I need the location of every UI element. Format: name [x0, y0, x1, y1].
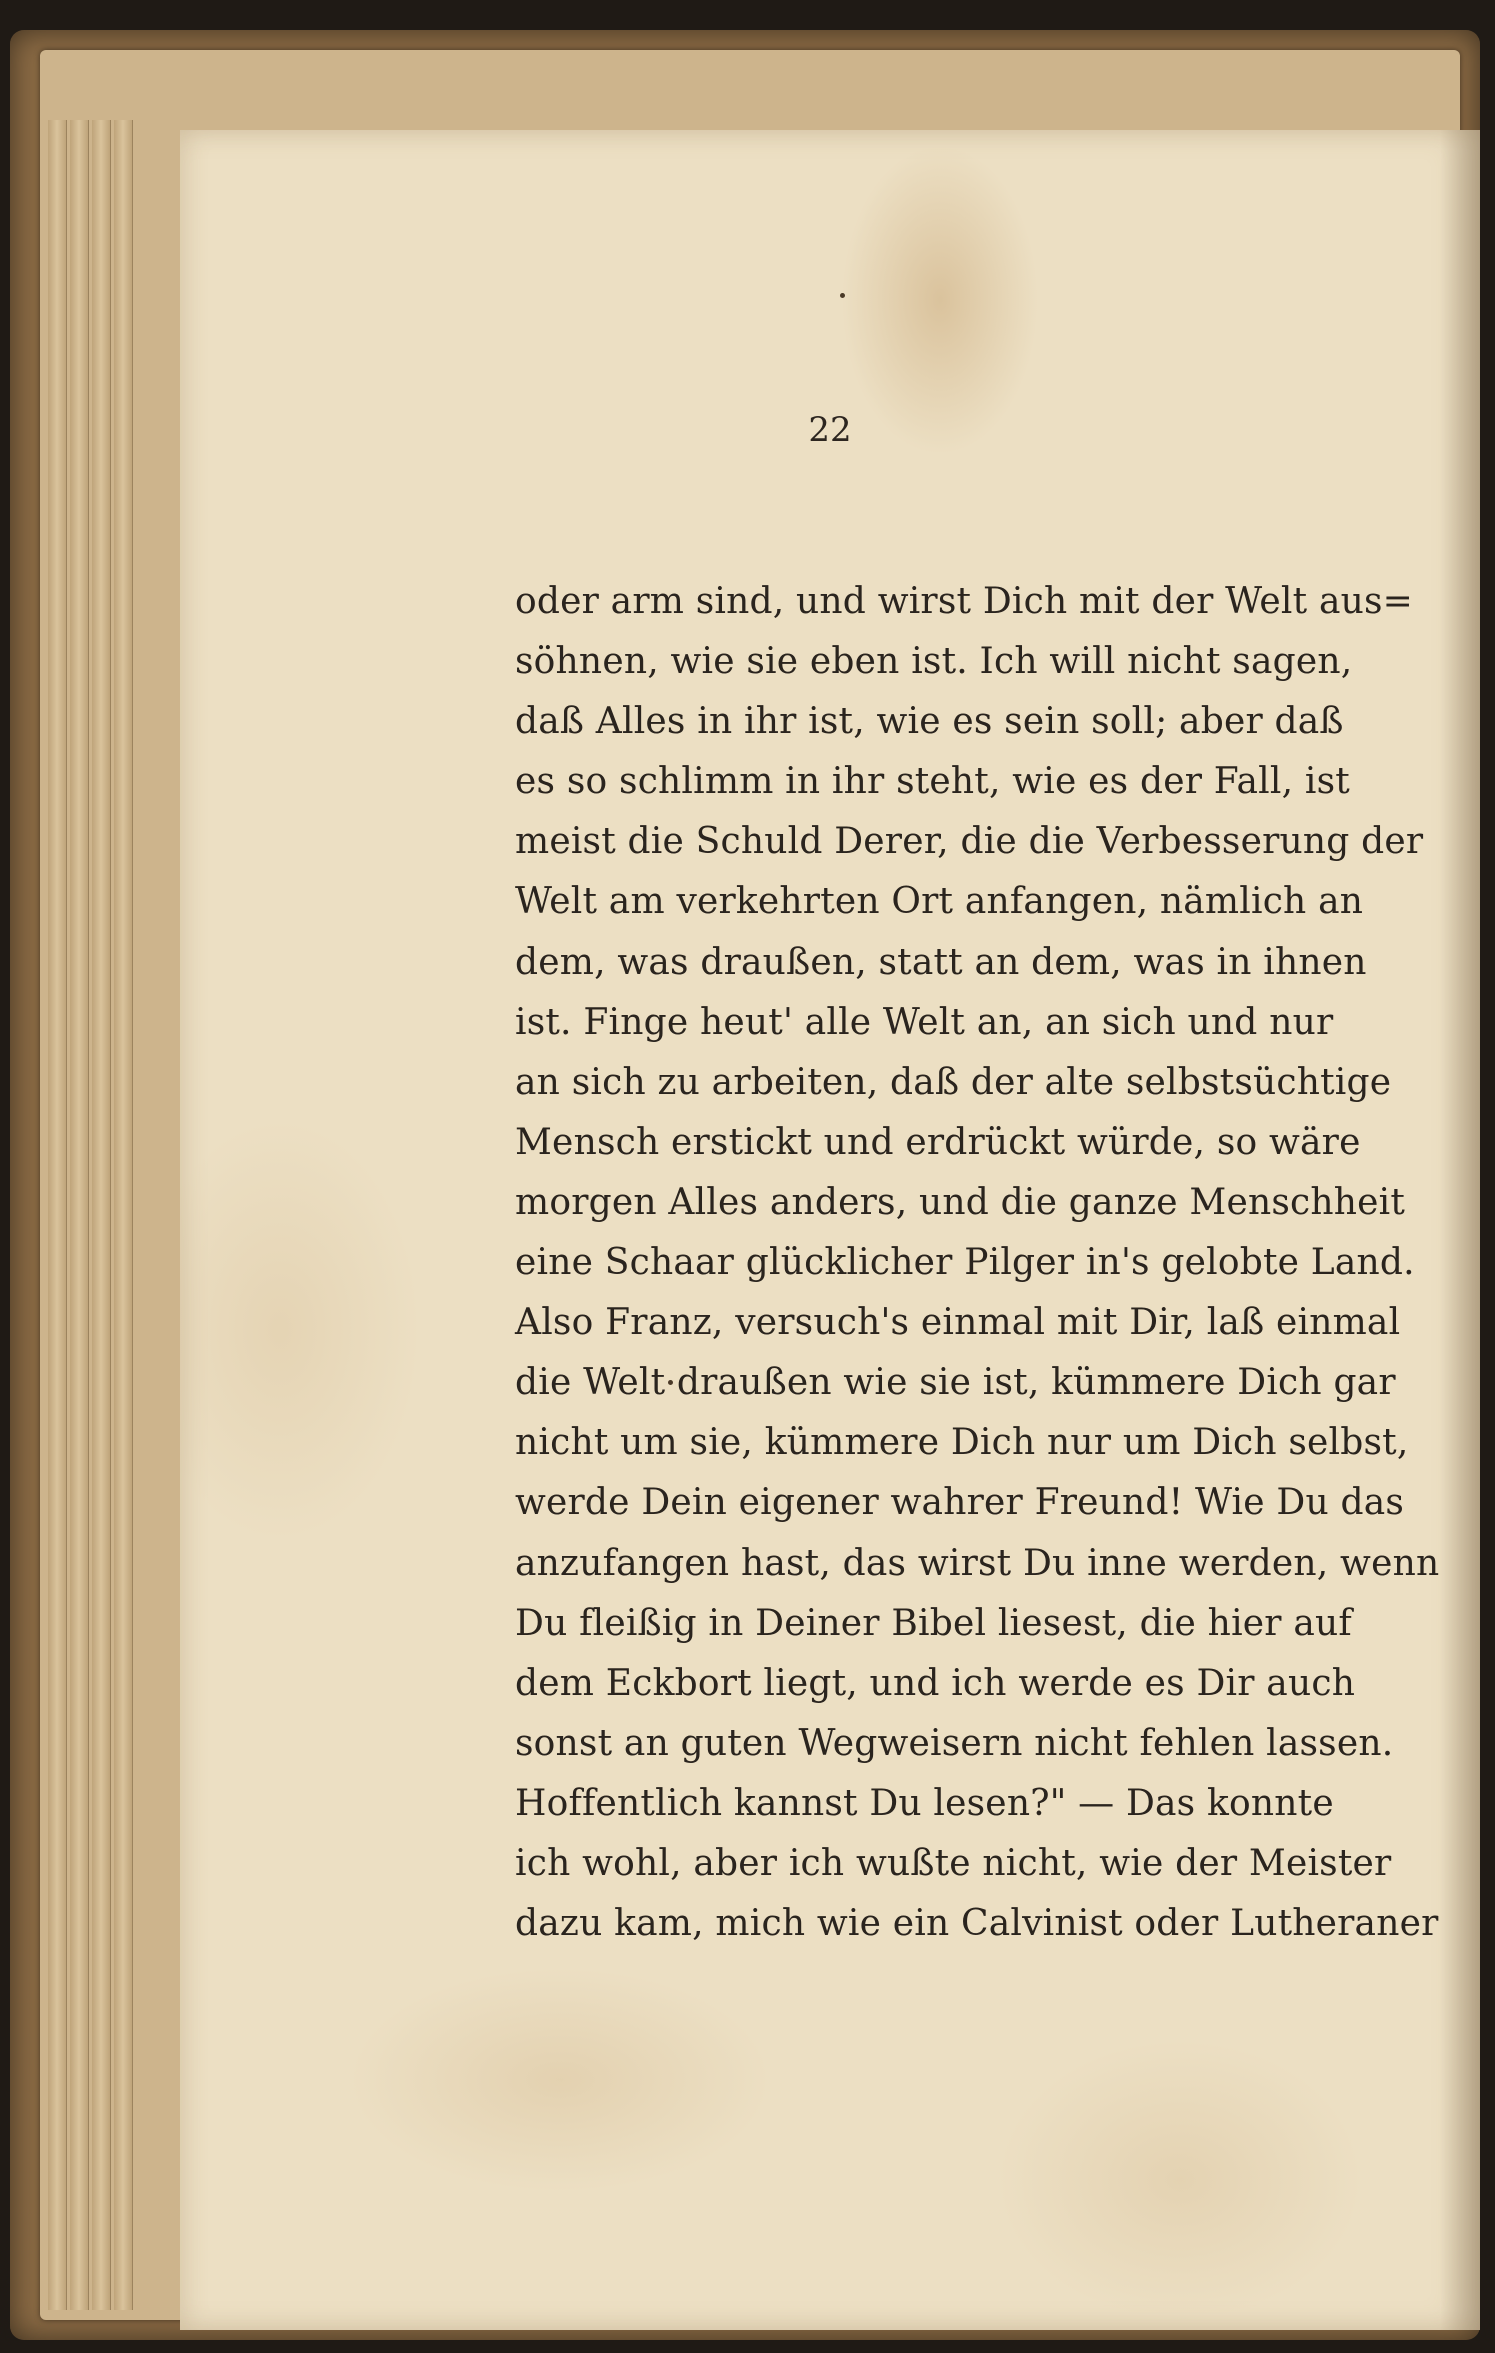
page-stack: [40, 50, 1460, 2320]
page-number: 22: [808, 410, 852, 450]
text-line: es so schlimm in ihr steht, wie es der Fall, ist: [515, 761, 1350, 803]
text-line: Mensch erstickt und erdrückt würde, so wäre: [515, 1121, 1361, 1163]
ink-speck: [840, 293, 845, 298]
text-line: sonst an guten Wegweisern nicht fehlen lassen.: [515, 1722, 1394, 1764]
text-line: dem Eckbort liegt, und ich werde es Dir auch: [515, 1662, 1356, 1704]
text-line: dem, was draußen, statt an dem, was in ihnen: [515, 941, 1367, 983]
spine-shadow: [1440, 130, 1480, 2330]
text-line: eine Schaar glücklicher Pilger in's gelobte Land.: [515, 1242, 1415, 1284]
text-line: ich wohl, aber ich wußte nicht, wie der Meister: [515, 1842, 1392, 1884]
text-line: nicht um sie, kümmere Dich nur um Dich selbst,: [515, 1422, 1409, 1464]
text-line: söhnen, wie sie eben ist. Ich will nicht sagen,: [515, 641, 1353, 683]
text-line: Du fleißig in Deiner Bibel liesest, die hier auf: [515, 1602, 1352, 1644]
text-line: Welt am verkehrten Ort anfangen, nämlich an: [515, 881, 1364, 923]
text-line: Hoffentlich kannst Du lesen?" — Das konnte: [515, 1782, 1334, 1824]
text-line: die Welt draußen wie sie ist, kümmere Dich gar: [515, 1362, 1396, 1404]
text-line: an sich zu arbeiten, daß der alte selbstsüchtige: [515, 1061, 1392, 1103]
book-page: [180, 130, 1480, 2330]
text-line: oder arm sind, und wirst Dich mit der Welt aus=: [515, 581, 1414, 622]
text-line: werde Dein eigener wahrer Freund! Wie Du das: [515, 1482, 1405, 1524]
text-line: dazu kam, mich wie ein Calvinist oder Lutheraner: [515, 1903, 1439, 1945]
text-line: Also Franz, versuch's einmal mit Dir, laß einmal: [515, 1302, 1401, 1344]
text-line: anzufangen hast, das wirst Du inne werden, wenn: [515, 1542, 1440, 1584]
body-text: [375, 572, 1440, 1954]
text-line: ist. Finge heut' alle Welt an, an sich und nur: [515, 1001, 1334, 1043]
text-line: meist die Schuld Derer, die die Verbesserung der: [515, 821, 1424, 863]
text-line: morgen Alles anders, und die ganze Menschheit: [515, 1181, 1406, 1223]
text-line: daß Alles in ihr ist, wie es sein soll; aber daß: [515, 701, 1344, 743]
